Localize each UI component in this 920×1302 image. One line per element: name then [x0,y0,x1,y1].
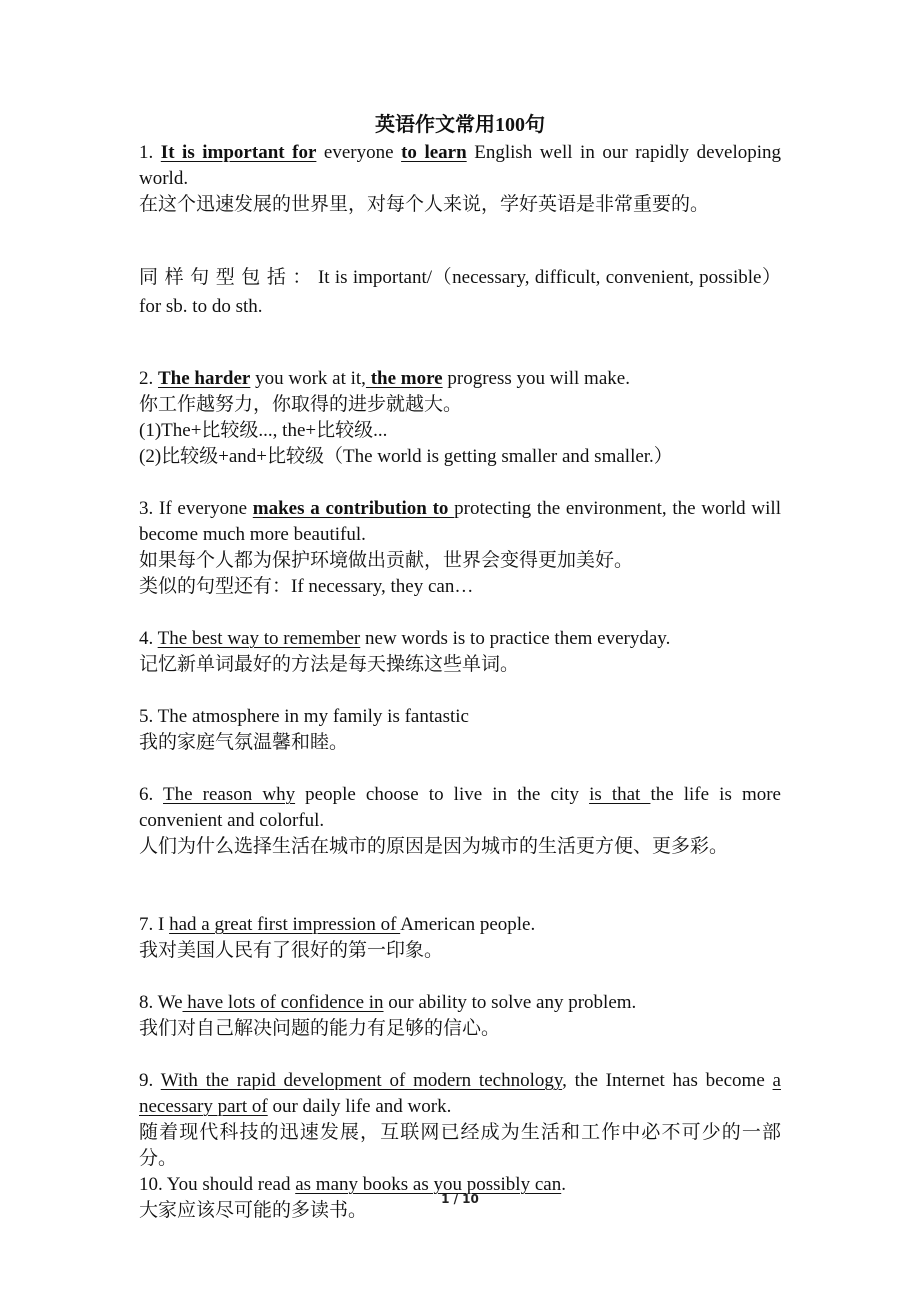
sentence-1-zh: 在这个迅速发展的世界里，对每个人来说，学好英语是非常重要的。 [139,194,710,215]
sentence-5-en: 5. The atmosphere in my family is fantastic [139,706,469,727]
sentence-9-en [139,1068,781,1120]
sentence-8-zh: 我们对自己解决问题的能力有足够的信心。 [139,1018,501,1039]
sentence-text: new words is to practice them everyday. [360,628,671,649]
sentence-number: 4. [139,628,158,649]
sentence-1-en [139,140,781,192]
sentence-8-en [139,990,781,1016]
sentence-number: 1. [139,142,161,163]
sentence-4-zh: 记忆新单词最好的方法是每天操练这些单词。 [139,654,520,675]
sentence-number: 6. [139,784,164,805]
sentence-text: you work at it, [250,368,366,389]
sentence-number: 10. You should read [139,1174,296,1195]
key-phrase: as many books as you possibly can [295,1174,562,1195]
spacer [139,756,781,782]
sentence-2-rule-1: (1)The+比较级..., the+比较级... [139,420,388,441]
sentence-text: . [561,1174,566,1195]
sentence-text: people choose to live in the city [295,784,590,805]
key-phrase: is that [589,784,651,805]
note-text: It is important/（necessary, difficult, convenient, possible）for sb. to do sth. [139,267,781,317]
sentence-2-zh: 你工作越努力，你取得的进步就越大。 [139,394,463,415]
sentence-number: 2. [139,368,158,389]
spacer [139,860,781,912]
spacer [139,218,781,244]
spacer [139,600,781,626]
sentence-text: our ability to solve any problem. [383,992,637,1013]
key-phrase: It is important for [160,142,317,163]
spacer [139,470,781,496]
key-phrase: to learn [401,142,467,163]
sentence-3-zh: 如果每个人都为保护环境做出贡献，世界会变得更加美好。 [139,550,634,571]
sentence-text: American people. [400,914,536,935]
key-phrase: The harder [158,368,251,389]
sentence-number: 9. [139,1070,161,1091]
sentence-text: 3. If everyone [139,498,253,519]
sentence-10-zh: 大家应该尽可能的多读书。 [139,1200,368,1221]
sentence-2-rule-2: (2)比较级+and+比较级（The world is getting smaller and smaller.） [139,446,673,467]
sentence-7-zh: 我对美国人民有了很好的第一印象。 [139,940,444,961]
sentence-6-en [139,782,781,834]
spacer [139,964,781,990]
document-page [139,110,781,1224]
key-phrase: With the rapid development of modern technology [160,1070,563,1091]
sentence-number: 7. I [139,914,170,935]
key-phrase: have lots of confidence in [182,992,384,1013]
sentence-3-en [139,496,781,548]
page-title: 英语作文常用100句 [375,114,545,136]
sentence-5-zh: 我的家庭气氛温馨和睦。 [139,732,349,753]
sentence-4-en [139,626,781,652]
sentence-number: 8. We [139,992,183,1013]
key-phrase: makes a contribution to [252,498,455,519]
key-phrase: the more [365,368,443,389]
sentence-1-pattern-note [139,263,781,321]
sentence-text: the life is more convenient and colorful. [139,784,781,831]
sentence-3-note: 类似的句型还有：If necessary, they can… [139,576,474,597]
sentence-6-zh: 人们为什么选择生活在城市的原因是因为城市的生活更方便、更多彩。 [139,836,729,857]
sentence-text: everyone [316,142,402,163]
sentence-text: , the Internet has become [562,1070,773,1091]
sentence-7-en [139,912,781,938]
key-phrase: The reason why [163,784,296,805]
spacer [139,678,781,704]
page-number: 1 / 10 [441,1192,479,1206]
key-phrase: The best way to remember [157,628,361,649]
sentence-text: English well in our rapidly developing world. [139,142,781,189]
sentence-text: progress you will make. [442,368,630,389]
sentence-text: our daily life and work. [267,1096,452,1117]
sentence-2-en [139,366,781,392]
spacer [139,340,781,366]
key-phrase: a necessary part of [139,1070,781,1117]
key-phrase: had a great first impression of [169,914,401,935]
note-label: 同样句型包括： [139,267,318,288]
sentence-9-zh: 随着现代科技的迅速发展，互联网已经成为生活和工作中必不可少的一部分。 [139,1122,781,1169]
sentence-text: protecting the environment, the world will become much more beautiful. [139,498,781,545]
spacer [139,1042,781,1068]
